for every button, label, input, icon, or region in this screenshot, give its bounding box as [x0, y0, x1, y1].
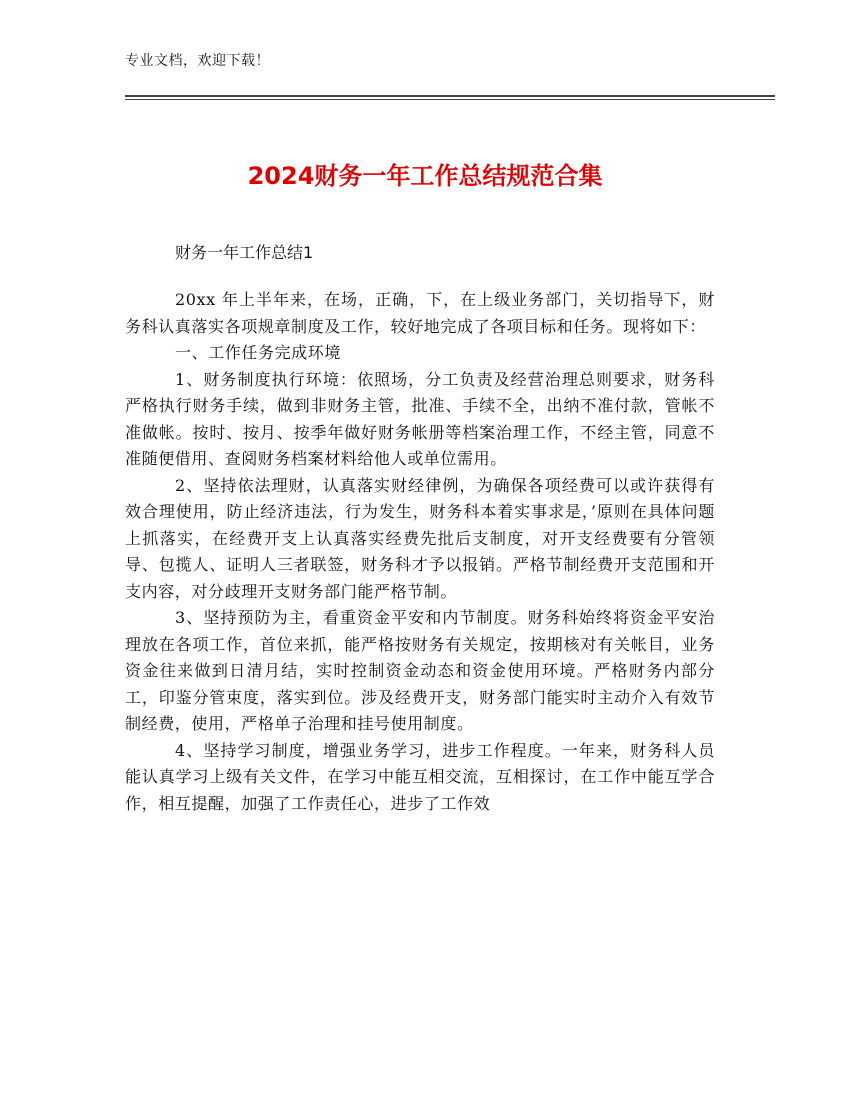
paragraph-item-4: 4、坚持学习制度，增强业务学习，进步工作程度。一年来，财务科人员能认真学习上级有关文件，在学习中能互相交流，互相探讨，在工作中能互学合作，相互提醒，加强了工作责任心，进步了工作效	[125, 740, 715, 813]
paragraph-item-2: 2、坚持依法理财，认真落实财经律例，为确保各项经费可以或许获得有效合理使用，防止经济违法，行为发生，财务科本着实事求是，’原则在具体问题上抓落实，在经费开支上认真落实经费先批后支制度，对开支经费要有分管领导、包揽人、证明人三者联签，财务科才予以报销。严格节制经费开支范围和开支内容，对分歧理开支财务部门能严格节制。	[125, 475, 715, 601]
document-title: 2024财务一年工作总结规范合集	[247, 162, 603, 190]
header-divider-thick	[125, 95, 775, 97]
document-body	[125, 287, 715, 817]
paragraph-item-1: 1、财务制度执行环境：依照场，分工负责及经营治理总则要求，财务科严格执行财务手续，做到非财务主管，批准、手续不全，出纳不准付款，管帐不准做帐。按时、按月、按季年做好财务帐册等档案治理工作，不经主管，同意不准随便借用、查阅财务档案材料给他人或单位需用。	[125, 369, 715, 468]
paragraph-intro: 20xx 年上半年来，在场，正确，下，在上级业务部门，关切指导下，财务科认真落实各项规章制度及工作，较好地完成了各项目标和任务。现将如下：	[125, 290, 715, 336]
document-header-note: 专业文档，欢迎下载！	[125, 53, 270, 69]
header-divider-thin	[125, 99, 775, 100]
paragraph-subheading: 一、工作任务完成环境	[175, 343, 342, 362]
section-heading: 财务一年工作总结1	[175, 243, 314, 262]
paragraph-item-3: 3、坚持预防为主，看重资金平安和内节制度。财务科始终将资金平安治理放在各项工作，首位来抓，能严格按财务有关规定，按期核对有关帐目，业务资金往来做到日清月结，实时控制资金动态和资金使用环境。严格财务内部分工，印鉴分管束度，落实到位。涉及经费开支，财务部门能实时主动介入有效节制经费，使用，严格单子治理和挂号使用制度。	[125, 608, 715, 733]
